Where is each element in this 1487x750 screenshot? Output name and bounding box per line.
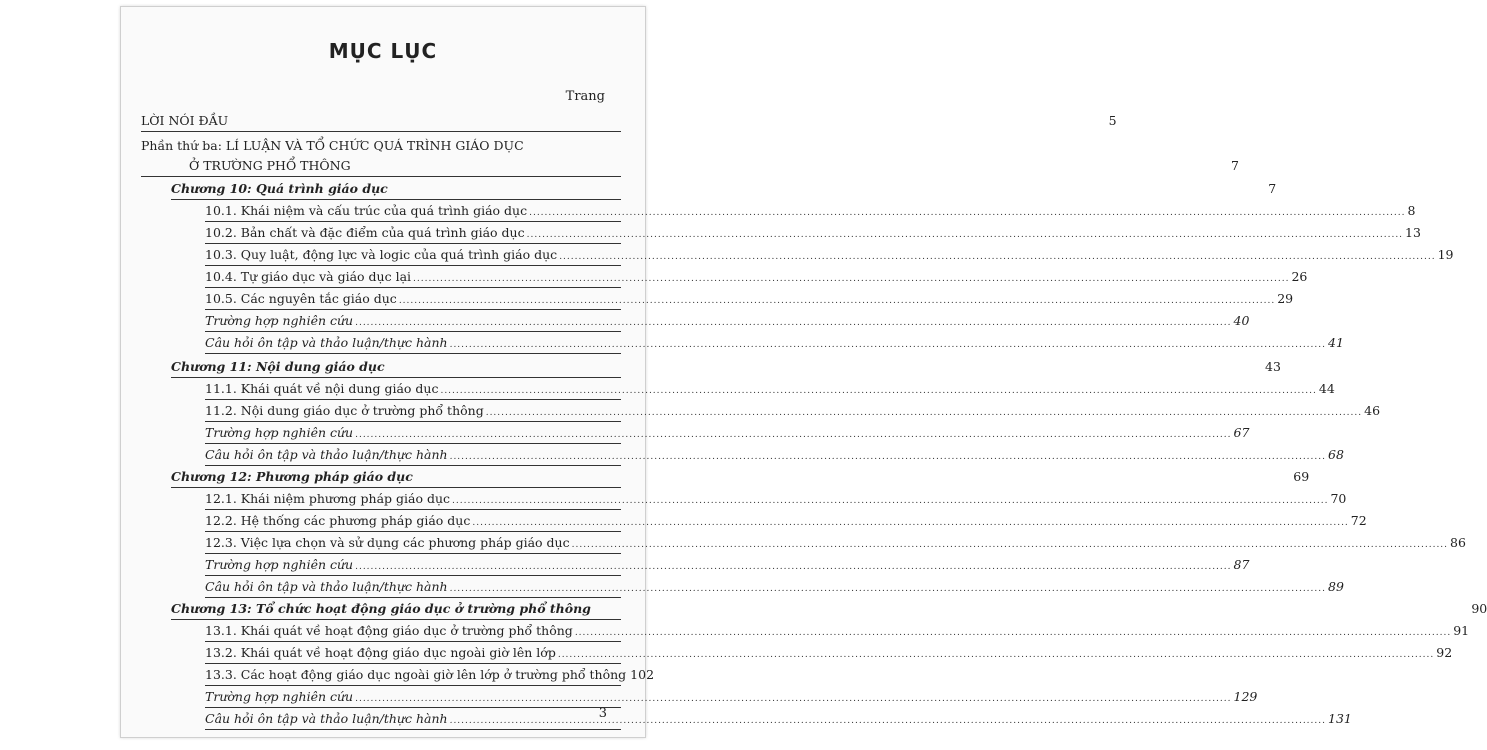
toc-item — [205, 223, 1421, 244]
toc-entry-page: 87 — [1233, 557, 1250, 572]
part-heading-line1: Phần thứ ba: LÍ LUẬN VÀ TỔ CHỨC QUÁ TRÌNH GIÁO DỤC — [141, 138, 524, 153]
toc-item — [205, 379, 1335, 400]
toc-extra — [205, 333, 1344, 354]
toc-entry-page: 72 — [1350, 513, 1367, 528]
toc-extra — [205, 311, 1250, 332]
toc-leader — [355, 425, 1231, 445]
toc-entry-page: 29 — [1277, 291, 1294, 306]
toc-entry-text: Trường hợp nghiên cứu — [205, 425, 354, 440]
toc-extra — [205, 577, 1344, 598]
toc-leader — [472, 513, 1348, 533]
book-page — [120, 6, 1487, 738]
toc-leader — [558, 645, 1434, 665]
toc-extra — [205, 709, 1352, 730]
toc-item — [205, 201, 1416, 222]
toc-entry-text: 13.2. Khái quát về hoạt động giáo dục ngoài giờ lên lớp — [205, 645, 556, 660]
toc-entry-text: 11.1. Khái quát về nội dung giáo dục — [205, 381, 439, 396]
toc-entry-part — [141, 156, 1239, 177]
toc-item — [205, 665, 655, 686]
toc-item — [205, 533, 1466, 554]
toc-item — [205, 621, 1470, 642]
toc-entry-page: 19 — [1437, 247, 1454, 262]
toc-item — [205, 643, 1453, 664]
toc-entry-text: 10.5. Các nguyên tắc giáo dục — [205, 291, 397, 306]
toc-entry-page: 70 — [1330, 491, 1347, 506]
chapter-label: Chương 10: Quá trình giáo dục — [171, 181, 388, 196]
toc-item — [205, 245, 1454, 266]
chapter-label: Chương 13: Tổ chức hoạt động giáo dục ở trường phổ thông — [171, 601, 591, 616]
toc-entry-page: 131 — [1328, 711, 1352, 726]
toc-entry-text: 12.2. Hệ thống các phương pháp giáo dục — [205, 513, 471, 528]
toc-entry-page: 13 — [1405, 225, 1421, 240]
toc-entry-text: 12.3. Việc lựa chọn và sử dụng các phương pháp giáo dục — [205, 535, 570, 550]
toc-entry-page: 67 — [1233, 425, 1250, 440]
toc-leader — [450, 447, 1326, 467]
toc-entry-text: Ở TRƯỜNG PHỔ THÔNG — [189, 158, 351, 173]
toc-item — [205, 289, 1294, 310]
toc-entry-text: 12.1. Khái niệm phương pháp giáo dục — [205, 491, 451, 506]
toc-entry-page: 91 — [1453, 623, 1470, 638]
toc-entry-text: Câu hỏi ôn tập và thảo luận/thực hành — [205, 579, 448, 594]
toc-leader — [559, 247, 1435, 267]
toc-extra — [205, 445, 1344, 466]
page-column-header: Trang — [565, 89, 605, 104]
toc-leader — [440, 381, 1316, 401]
toc-entry-page: 26 — [1291, 269, 1308, 284]
toc-entry-page: 69 — [1293, 469, 1310, 484]
toc-chapter-11 — [171, 357, 1281, 378]
toc-entry-page: 41 — [1328, 335, 1344, 350]
toc-leader — [399, 291, 1275, 311]
toc-entry-page: 8 — [1407, 203, 1416, 218]
toc-entry-page: 5 — [1108, 113, 1117, 128]
toc-leader — [486, 403, 1362, 423]
toc-entry-text: Câu hỏi ôn tập và thảo luận/thực hành — [205, 711, 448, 726]
toc-entry-page: 46 — [1364, 403, 1381, 418]
toc-leader — [450, 335, 1326, 355]
page-title: MỤC LỤC — [328, 39, 438, 63]
toc-entry-text: Trường hợp nghiên cứu — [205, 557, 354, 572]
toc-entry-page: 89 — [1328, 579, 1344, 594]
toc-entry-page: 7 — [1268, 181, 1277, 196]
toc-entry-text: 10.3. Quy luật, động lực và logic của quá trình giáo dục — [205, 247, 558, 262]
toc-entry-text: 10.4. Tự giáo dục và giáo dục lại — [205, 269, 412, 284]
toc-entry-text: Câu hỏi ôn tập và thảo luận/thực hành — [205, 447, 448, 462]
toc-entry-text: 10.2. Bản chất và đặc điểm của quá trình giáo dục — [205, 225, 525, 240]
toc-entry-page: 102 — [630, 667, 655, 682]
toc-leader — [575, 623, 1451, 643]
toc-entry-text: Câu hỏi ôn tập và thảo luận/thực hành — [205, 335, 448, 350]
toc-entry-page: 86 — [1450, 535, 1466, 550]
toc-entry-text: LỜI NÓI ĐẦU — [141, 113, 229, 128]
toc-leader — [450, 711, 1326, 731]
toc-extra — [205, 687, 1258, 708]
toc-item — [205, 489, 1347, 510]
toc-entry-page: 92 — [1436, 645, 1453, 660]
toc-entry-text: 13.3. Các hoạt động giáo dục ngoài giờ lên lớp ở trường phổ thông — [205, 667, 627, 682]
toc-item — [205, 267, 1308, 288]
toc-entry-page: 90 — [1471, 601, 1487, 616]
toc-entry-text: 13.1. Khái quát về hoạt động giáo dục ở trường phổ thông — [205, 623, 573, 638]
toc-entry-text: Trường hợp nghiên cứu — [205, 689, 354, 704]
toc-leader — [413, 269, 1289, 289]
toc-entry-page: 40 — [1233, 313, 1250, 328]
toc-leader — [452, 491, 1328, 511]
toc-entry-preface — [141, 111, 1117, 132]
toc-entry-page: 43 — [1265, 359, 1281, 374]
toc-entry-text: Trường hợp nghiên cứu — [205, 313, 354, 328]
toc-chapter-10 — [171, 179, 1277, 200]
page-number: 3 — [598, 706, 607, 721]
toc-leader — [355, 313, 1231, 333]
toc-entry-text: 10.1. Khái niệm và cấu trúc của quá trình giáo dục — [205, 203, 528, 218]
toc-extra — [205, 555, 1250, 576]
toc-entry-text: 11.2. Nội dung giáo dục ở trường phổ thông — [205, 403, 484, 418]
chapter-label: Chương 11: Nội dung giáo dục — [171, 359, 385, 374]
toc-leader — [355, 689, 1231, 709]
toc-entry-page: 44 — [1318, 381, 1335, 396]
toc-leader — [355, 557, 1231, 577]
toc-extra — [205, 423, 1250, 444]
chapter-label: Chương 12: Phương pháp giáo dục — [171, 469, 413, 484]
toc-entry-page: 68 — [1328, 447, 1344, 462]
toc-leader — [450, 579, 1326, 599]
toc-item — [205, 511, 1367, 532]
toc-chapter-13 — [171, 599, 1487, 620]
toc-entry-page: 7 — [1231, 158, 1239, 173]
toc-entry-page: 129 — [1233, 689, 1258, 704]
toc-leader — [572, 535, 1448, 555]
toc-leader — [529, 203, 1405, 223]
toc-item — [205, 401, 1381, 422]
toc-chapter-12 — [171, 467, 1310, 488]
toc-leader — [527, 225, 1403, 245]
